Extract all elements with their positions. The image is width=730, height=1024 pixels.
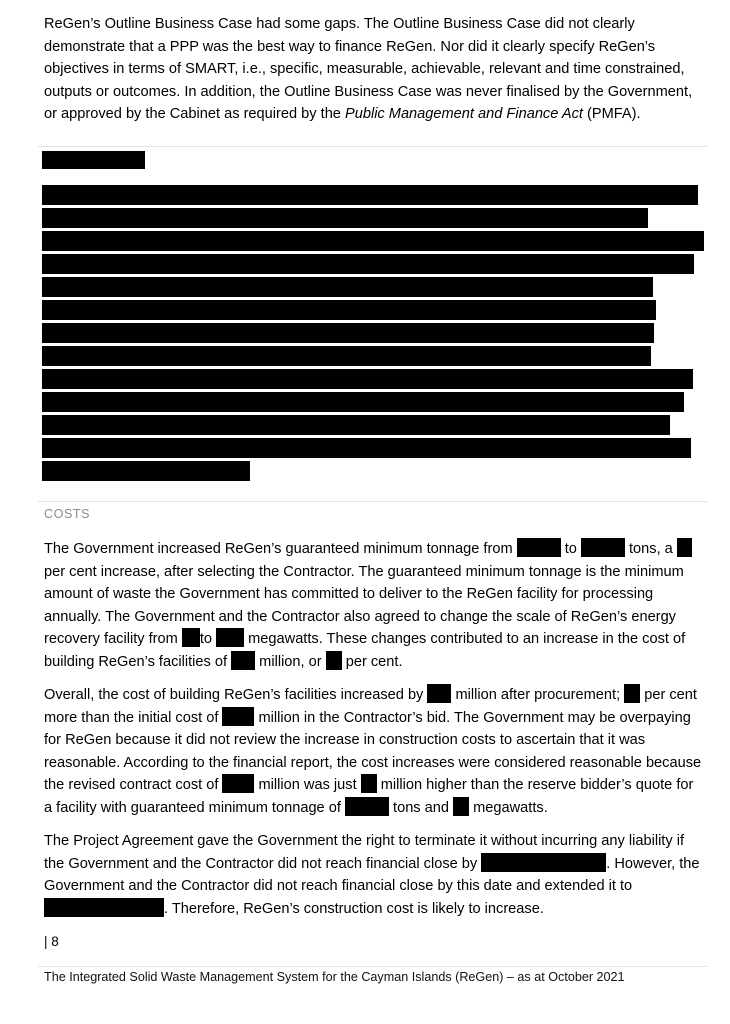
text-segment: . Therefore, ReGen’s construction cost is likely to increase.: [164, 900, 544, 917]
text-segment: tons, a: [624, 541, 677, 557]
redaction-bar: [42, 277, 653, 297]
redaction-bar: [42, 415, 670, 435]
redaction-box: [222, 707, 254, 726]
text-segment: megawatts.: [469, 799, 548, 816]
redaction-bar: [42, 392, 684, 412]
redaction-bar: [42, 438, 691, 458]
text-segment: per cent increase, after selecting the Contractor. The guaranteed minimum tonnage is the minimum amount of waste the Government has committed to deliver to the ReGen facility for processing annually. The Government and the Contractor also agreed to change the scale of ReGen’s energy recovery facility from: [44, 563, 684, 648]
intro-text-b: (PMFA).: [582, 106, 641, 123]
costs-paragraph-1: [44, 538, 704, 674]
redaction-box: [44, 898, 164, 917]
divider: [38, 146, 708, 147]
redaction-bar: [42, 323, 654, 343]
redaction-bar: [42, 369, 693, 389]
redaction-box: [216, 628, 244, 647]
redaction-box: [624, 684, 640, 703]
redaction-box: [361, 774, 377, 793]
intro-paragraph: [44, 13, 704, 126]
page-number: | 8: [44, 934, 59, 949]
text-segment: . However, the Government and the Contractor did not reach financial close by this date and extended it to: [44, 855, 700, 895]
text-segment: The Project Agreement gave the Government the right to terminate it without incurring any liability if the Government and the Contractor did not reach financial close by: [44, 833, 685, 872]
costs-paragraph-3: [44, 830, 704, 920]
text-segment: million higher than the reserve bidder’s quote for a facility with guaranteed minimum tonnage of: [44, 777, 694, 816]
text-segment: million was just: [254, 777, 361, 794]
redaction-bar: [42, 461, 250, 481]
redaction-bar: [42, 208, 648, 228]
divider: [38, 501, 708, 502]
redaction-box: [231, 651, 255, 670]
text-segment: to: [560, 541, 581, 557]
redaction-box: [326, 651, 342, 670]
section-heading: COSTS: [44, 507, 91, 521]
text-segment: per cent more than the initial cost of: [44, 687, 697, 726]
page-footer: The Integrated Solid Waste Management System for the Cayman Islands (ReGen) – as at October 2021: [44, 970, 625, 984]
redaction-bar: [42, 185, 698, 205]
text-segment: million in the Contractor’s bid. The Government may be overpaying for ReGen because it did not review the increase in construction costs to ascertain that it was reasonable. According to the financial report, the cost increases were considered reasonable because the revised contract cost of: [44, 709, 702, 794]
redaction-box: [517, 538, 561, 557]
redaction-bar: [42, 346, 651, 366]
redaction-box: [345, 797, 389, 816]
redaction-box: [481, 853, 606, 872]
text-segment: Overall, the cost of building ReGen’s facilities increased by: [44, 687, 428, 703]
text-segment: per cent.: [341, 653, 403, 670]
redaction-bar: [42, 231, 704, 251]
intro-text-a: ReGen’s Outline Business Case had some gaps. The Outline Business Case did not clearly demonstrate that a PPP was the best way to finance ReGen. Nor did it clearly specify ReGen’s objectives in terms of SMART, i.e., specific, measurable, achievable, relevant and time constrained, outputs or outcomes. In addition, the Outline Business Case was never finalised by the Government, or approved by the Cabinet as required by the: [44, 16, 693, 123]
text-segment: megawatts. These changes contributed to an increase in the cost of building ReGen’s facilities of: [44, 631, 686, 670]
redaction-box: [182, 628, 200, 647]
text-segment: to: [199, 631, 217, 648]
text-segment: tons and: [388, 799, 454, 816]
redaction-box: [427, 684, 451, 703]
footer-divider: [38, 966, 708, 967]
text-segment: million, or: [255, 653, 326, 670]
redaction-box: [222, 774, 254, 793]
redaction-bar: [42, 151, 145, 169]
redaction-box: [453, 797, 469, 816]
act-name: Public Management and Finance Act: [344, 106, 583, 123]
redaction-box: [581, 538, 625, 557]
redaction-box: [677, 538, 692, 557]
text-segment: million after procurement;: [451, 687, 625, 703]
redaction-bar: [42, 254, 694, 274]
text-segment: The Government increased ReGen’s guaranteed minimum tonnage from: [44, 541, 517, 557]
redaction-bar: [42, 300, 656, 320]
costs-paragraph-2: [44, 684, 704, 820]
